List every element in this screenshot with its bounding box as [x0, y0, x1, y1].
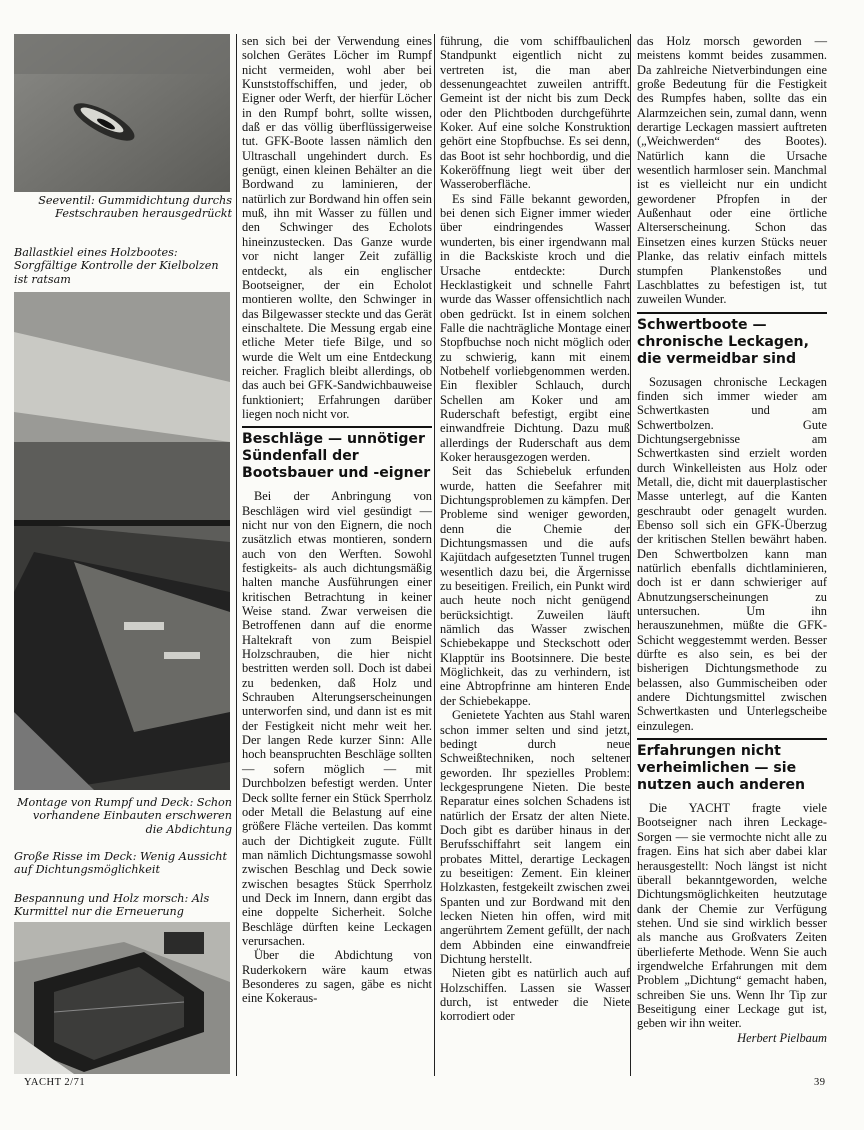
- paragraph: Bei der Anbringung von Beschlägen wird viel gesündigt — nicht nur von den Eignern, die noch zusätzlich etwas montieren, sondern auch von den Werften. Sowohl festigkeits- als auch dichtungsmäßig halten manche Ausführungen einer kritischen Betrachtung in keiner Weise stand. Zwar verweisen die Betroffenen dann auf die enorme Haltekraft von zum Beispiel Holzschrauben, die hier nicht bestritten werden soll. Doch ist dabei zu bedenken, daß Holz und Schrauben Alterungserscheinungen unterworfen sind, und dann ist es mit der Festigkeit nicht mehr weit her. Der langen Rede kurzer Sinn: Alle hoch beanspruchten Beschläge sollten — sofern möglich — mit Durchbolzen befestigt werden. Unter Deck sollte ferner ein Stück Sperrholz oder Metall die Belastung auf eine größere Fläche verteilen. Das kommt auch der Dichtigkeit zugute. Füllt man nämlich Dichtungsmasse sowohl zwischen Beschlag und Deck sowie zwischen besagtes Stück Sperrholz und Deck im Innern, dann ergibt das eine doppelte Sicherheit. Solche Beschläge dürften keine Leckagen verursachen.: [242, 489, 432, 948]
- photo-seeventil: [14, 34, 230, 192]
- column-rule-3: [630, 34, 631, 1076]
- paragraph: [637, 801, 827, 1045]
- paragraph: sen sich bei der Verwendung eines solchen Gerätes Löcher im Rumpf nicht vermeiden, wohl aber bei Kunststoffschiffen, und jeder, ob Eigner oder Werft, der hierfür Löcher in den Rumpf bohrt, sollte wissen, daß er das völlig überflüssigerweise tut. GFK-Boote lassen nämlich den Ultraschall ungehindert durch. Es genügt, einen kleinen Behälter an die Bordwand zu laminieren, der natürlich zur Bordwand hin offen sein muß, ihn mit Wasser zu füllen und den Schwinger des Echolots hineinzustecken. Das Ganze wurde vor nicht langer Zeit zufällig entdeckt, als ein englischer Bootseigner, der ein Echolot montieren wollte, den Schwinger in das Bilgewasser steckte und das Gerät einschaltete. Die Messung ergab eine etliche Meter tiefe Bilge, und so wurde die Welt um eine Entdeckung reicher. Fraglich bleibt allerdings, ob das auch bei GFK-Sandwichbauweise funktioniert; Erfahrungen darüber liegen noch nicht vor.: [242, 34, 432, 421]
- paragraph: Nieten gibt es natürlich auch auf Holzschiffen. Lassen sie Wasser durch, ist entweder die Niete korrodiert oder: [440, 966, 630, 1024]
- paragraph: Über die Abdichtung von Ruderkokern wäre kaum etwas Besonderes zu sagen, gäbe es nicht eine Kokeraus-: [242, 948, 432, 1006]
- photo-bespannung: [14, 922, 230, 1074]
- caption-seeventil: Seeventil: Gummidichtung durchs Festschrauben herausgedrückt: [38, 194, 232, 221]
- page-number: 39: [814, 1077, 826, 1088]
- section-heading-schwertboote: Schwertboote — chronische Leckagen, die vermeidbar sind: [637, 312, 827, 368]
- paragraph: Es sind Fälle bekannt geworden, bei denen sich Eigner immer wieder über eindringendes Wasser wunderten, bis einer irgendwann mal in die Backskiste kroch und die Ursache entdeckte: Durch Hecklastigkeit und schnelle Fahrt wurde das Wasser offensichtlich nach oben gedrückt. Ist in einem solchen Falle die nachträgliche Montage einer Stopfbuchse noch nicht möglich oder zu schwierig, kann mit einem Notbehelf vorliebgenommen werden. Ein flexibler Schlauch, durch Schellen am Koker und am Ruderschaft befestigt, ergibt eine einwandfreie Dichtung. Dazu muß allerdings der Ruderschaft aus dem Koker herausgezogen werden.: [440, 191, 630, 464]
- paragraph: Genietete Yachten aus Stahl waren schon immer selten und sind jetzt, bedingt durch neue Schweißtechniken, noch seltener geworden. Ihr spezielles Problem: leckgesprungene Nieten. Die beste Reparatur eines solchen Schadens ist natürlich der Ersatz der alten Niete. Doch gibt es darüber hinaus in der Berufsschiffahrt seit langem ein probates Mittel, derartige Leckagen zu beseitigen: Zement. Ein kleiner Holzkasten, festgekeilt zwischen zwei Spanten und zur Bordwand mit den lecken Nieten hin offen, wird mit angerührtem Zement gefüllt, der nach dem Abbinden eine einwandfreie Dichtung herstellt.: [440, 708, 630, 966]
- column-rule-1: [236, 34, 237, 1076]
- text-column-3: [637, 34, 827, 1045]
- paragraph: das Holz morsch geworden — meistens kommt beides zusammen. Da zahlreiche Nietverbindungen eine große Bedeutung für die Festigkeit des Rumpfes haben, sollte das ein Alarmzeichen sein, zumal dann, wenn derartige Leckagen massiert auftreten („Weichwerden“ des Bootes). Natürlich kann die Ursache wesentlich harmloser sein. Manchmal ist es vielleicht nur ein undicht gewordener Pfropfen in der Außenhaut oder eine örtliche Alterserscheinung. Schon das Einsetzen eines kurzen Stücks neuer Planke, das relativ einfach mittels stumpfen Plankenstoßes und Laschblattes zu befestigen ist, tut zuweilen Wunder.: [637, 34, 827, 307]
- paragraph: Sozusagen chronische Leckagen finden sich immer wieder am Schwertkasten und am Schwertbolzen. Gute Dichtungsergebnisse am Schwertkasten sind erzielt worden durch Winkelleisten aus Holz oder Metall, die, dicht mit dauerplastischer Masse unterlegt, auf die Kanten geschraubt oder genagelt wurden. Ebenso soll sich ein GFK-Überzug der kritischen Stellen bewährt haben. Den Schwertbolzen kann man natürlich ebenfalls dichtlaminieren, doch ist er dann schwieriger auf Abnutzungserscheinungen zu untersuchen. Um ihn herauszunehmen, müßte die GFK-Schicht weggestemmt werden. Besser dürfte es also sein, es bei der bisherigen Dichtungsmethode zu belassen, also Gummischeiben oder andere Dichtungsmittel zwischen Schwertkasten und Unterlegscheibe einzulegen.: [637, 374, 827, 733]
- paragraph: führung, die vom schiffbaulichen Standpunkt eigentlich nicht zu vertreten ist, die man aber dessenungeachtet zuweilen antrifft. Gemeint ist der nicht bis zum Deck oder den Plichtboden durchgeführte Koker. Auf eine solche Konstruktion gehört eine Stopfbuchse. Es sei denn, das Boot ist sehr hochbordig, und die Kokeröffnung liegt weit über der Wasseroberfläche.: [440, 34, 630, 192]
- author-signature: Herbert Pielbaum: [737, 1030, 827, 1045]
- text-column-1: [242, 34, 432, 1006]
- caption-ballastkiel: Ballastkiel eines Holzbootes: Sorgfältige Kontrolle der Kielbolzen ist ratsam: [14, 246, 219, 286]
- caption-risse: Große Risse im Deck: Wenig Aussicht auf Dichtungsmöglichkeit: [14, 850, 228, 877]
- section-heading-beschlaege: Beschläge — unnötiger Sündenfall der Bootsbauer und -eigner: [242, 426, 432, 482]
- caption-bespannung: Bespannung und Holz morsch: Als Kurmittel nur die Erneuerung: [14, 892, 210, 919]
- paragraph: Seit das Schiebeluk erfunden wurde, hatten die Seefahrer mit Dichtungsproblemen zu kämpfen. Der Probleme sind weniger geworden, denn die Chemie der Dichtungsmassen und die aufs Kajütdach aufgesetzten Tunnel trugen wesentlich dazu bei, die Ärgernisse zu beseitigen. Freilich, ein Punkt wird auch heute noch nicht genügend berücksichtigt. Zuweilen läuft nämlich das Wasser zwischen Schiebekappe und Steckschott oder Klapptür ins Bootsinnere. Die beste Möglichkeit, das zu verhindern, ist eine Abtropfrinne am hinteren Ende der Schiebekappe.: [440, 464, 630, 708]
- section-heading-erfahrungen: Erfahrungen nicht verheimlichen — sie nutzen auch anderen: [637, 738, 827, 794]
- column-rule-2: [434, 34, 435, 1076]
- caption-montage: Montage von Rumpf und Deck: Schon vorhandene Einbauten erschweren die Abdichtung: [17, 796, 232, 836]
- journal-issue: YACHT 2/71: [24, 1077, 86, 1088]
- text-column-2: [440, 34, 630, 1024]
- photo-ballastkiel: [14, 292, 230, 790]
- paragraph-text: Die YACHT fragte viele Bootseigner nach ihren Leckage-Sorgen — sie vermochte nicht alle zu fragen. Eins hat sich aber dabei klar herausgestellt: Noch längst ist nicht überall bekanntgeworden, welche Dichtungsmöglichkeiten heutzutage dank der Chemie zur Verfügung stehen. Und sie sind wirklich besser als manche aus Großvaters Zeiten überlieferte Methode. Wenn Sie auch irgendwelche Erfahrungen mit dem Problem „Dichtung“ gemacht haben, schreiben Sie uns. Wenn Ihr Tip zur Beseitigung einer Leckage gut ist, geben wir ihn weiter.: [637, 801, 827, 1031]
